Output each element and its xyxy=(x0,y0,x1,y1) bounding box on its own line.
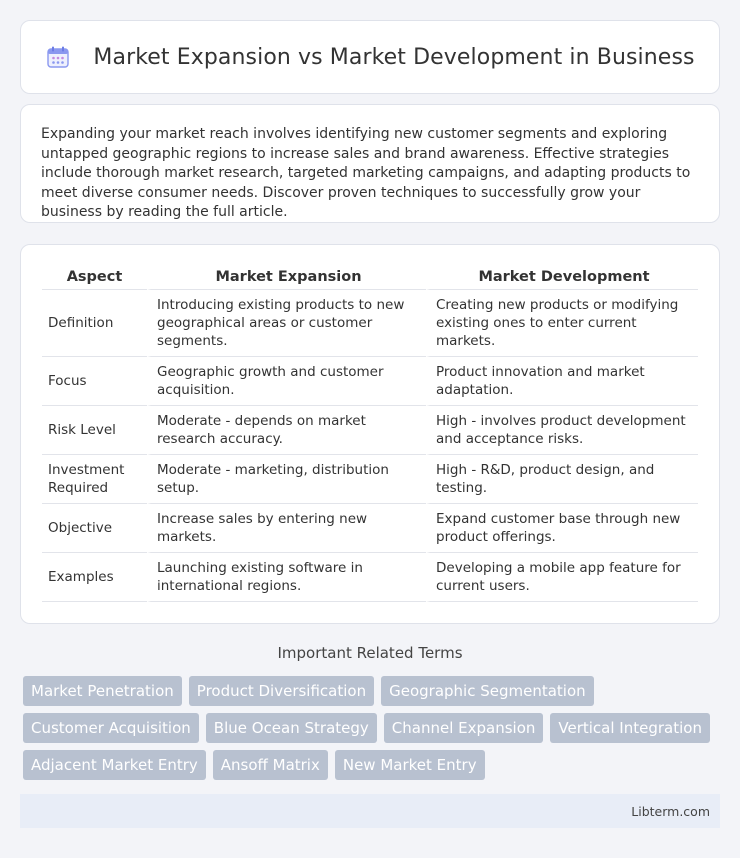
header-aspect: Aspect xyxy=(42,264,147,290)
row-development: High - R&D, product design, and testing. xyxy=(426,455,698,504)
table-row xyxy=(42,357,698,406)
row-expansion: Geographic growth and customer acquisition. xyxy=(147,357,426,406)
tag-market-penetration[interactable]: Market Penetration xyxy=(23,676,182,706)
tag-blue-ocean-strategy[interactable]: Blue Ocean Strategy xyxy=(206,713,377,743)
header-card xyxy=(20,20,720,94)
tag-geographic-segmentation[interactable]: Geographic Segmentation xyxy=(381,676,594,706)
tag-row xyxy=(23,676,723,706)
row-expansion: Launching existing software in international regions. xyxy=(147,553,426,602)
header-market-expansion: Market Expansion xyxy=(147,264,426,290)
calendar-icon xyxy=(45,44,71,70)
table-row xyxy=(42,290,698,357)
table-row xyxy=(42,504,698,553)
tag-channel-expansion[interactable]: Channel Expansion xyxy=(384,713,544,743)
related-terms-tags xyxy=(23,676,723,787)
row-expansion: Increase sales by entering new markets. xyxy=(147,504,426,553)
row-aspect: Definition xyxy=(42,290,147,357)
row-development: Developing a mobile app feature for current users. xyxy=(426,553,698,602)
intro-card xyxy=(20,104,720,223)
intro-paragraph: Expanding your market reach involves identifying new customer segments and exploring untapped geographic regions to increase sales and brand awareness. Effective strategies include thorough market research, targeted marketing campaigns, and adapting products to meet diverse consumer needs. Discover proven techniques to successfully grow your business by reading the full article. xyxy=(41,126,691,220)
row-expansion: Moderate - depends on market research accuracy. xyxy=(147,406,426,455)
row-aspect: Investment Required xyxy=(42,455,147,504)
header-market-development: Market Development xyxy=(426,264,698,290)
footer-brand-link[interactable]: Libterm.com xyxy=(631,803,710,819)
tag-adjacent-market-entry[interactable]: Adjacent Market Entry xyxy=(23,750,206,780)
tag-vertical-integration[interactable]: Vertical Integration xyxy=(550,713,710,743)
comparison-card xyxy=(20,244,720,624)
related-terms-heading: Important Related Terms xyxy=(277,644,463,662)
row-development: Creating new products or modifying existing ones to enter current markets. xyxy=(426,290,698,357)
tag-new-market-entry[interactable]: New Market Entry xyxy=(335,750,485,780)
row-expansion: Moderate - marketing, distribution setup. xyxy=(147,455,426,504)
row-aspect: Risk Level xyxy=(42,406,147,455)
table-row xyxy=(42,553,698,602)
row-development: High - involves product development and acceptance risks. xyxy=(426,406,698,455)
tag-row xyxy=(23,713,723,743)
table-row xyxy=(42,406,698,455)
footer xyxy=(20,794,720,828)
table-header-row xyxy=(42,264,698,290)
row-aspect: Objective xyxy=(42,504,147,553)
row-aspect: Examples xyxy=(42,553,147,602)
table-row xyxy=(42,455,698,504)
tag-product-diversification[interactable]: Product Diversification xyxy=(189,676,374,706)
comparison-table xyxy=(42,264,698,602)
row-expansion: Introducing existing products to new geographical areas or customer segments. xyxy=(147,290,426,357)
row-aspect: Focus xyxy=(42,357,147,406)
page-title: Market Expansion vs Market Development in Business xyxy=(93,44,695,70)
tag-ansoff-matrix[interactable]: Ansoff Matrix xyxy=(213,750,328,780)
row-development: Expand customer base through new product offerings. xyxy=(426,504,698,553)
tag-row xyxy=(23,750,723,780)
row-development: Product innovation and market adaptation. xyxy=(426,357,698,406)
tag-customer-acquisition[interactable]: Customer Acquisition xyxy=(23,713,199,743)
